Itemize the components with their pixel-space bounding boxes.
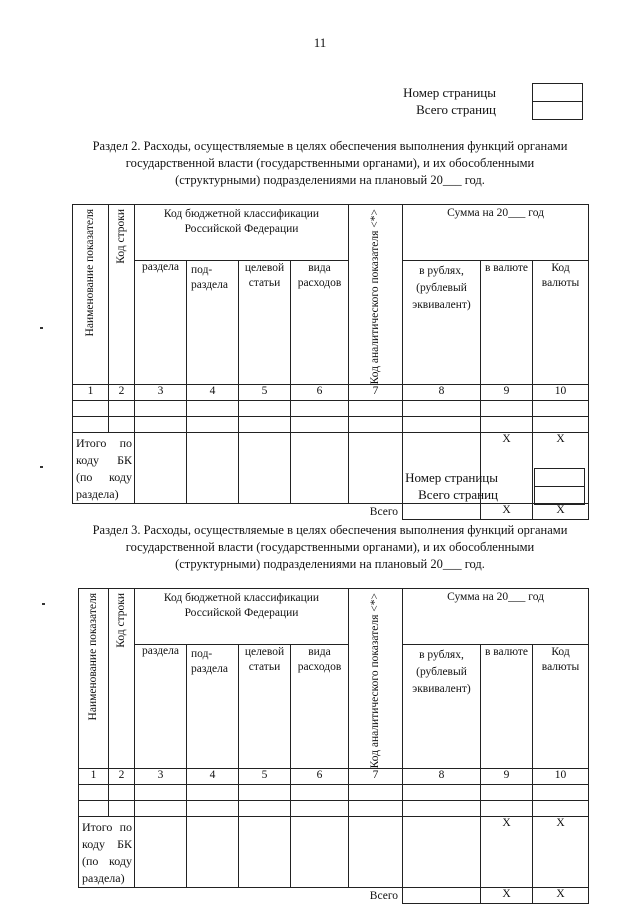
header-currency: в валюте bbox=[481, 261, 533, 385]
scan-speck bbox=[40, 327, 43, 329]
total-pages-field[interactable] bbox=[534, 486, 585, 505]
x-mark: X bbox=[533, 817, 589, 888]
header-razdel: раздела bbox=[135, 261, 187, 385]
x-mark: X bbox=[533, 504, 589, 520]
table-row[interactable] bbox=[79, 801, 589, 817]
vsego-row bbox=[79, 888, 589, 904]
section-3-title: Раздел 3. Расходы, осуществляемые в целях обеспечения выполнения функций органами государственной власти (государственными органами), и их обособленными (структурными) подразделениями на плановый 20___ год. bbox=[92, 523, 568, 571]
header-podrazdel: под-раздела bbox=[187, 261, 239, 385]
header-rub: в рублях, (рублевый эквивалент) bbox=[403, 645, 481, 769]
header-currency-code: Код валюты bbox=[533, 645, 589, 769]
header-bk: Код бюджетной классификации Российской Федерации bbox=[135, 589, 349, 645]
table-row-numbers: 1 2 3 4 5 6 7 8 9 10 bbox=[79, 769, 589, 785]
header-target: целевой статьи bbox=[239, 645, 291, 769]
x-mark: X bbox=[533, 888, 589, 904]
vsego-label: Всего bbox=[369, 890, 398, 903]
itogo-label: Итого по коду БК (по коду раздела) bbox=[79, 817, 135, 888]
page-number-field[interactable] bbox=[534, 468, 585, 487]
vsego-row bbox=[73, 504, 589, 520]
total-pages-label: Всего страниц bbox=[416, 102, 496, 117]
page-number-field[interactable] bbox=[532, 83, 583, 102]
header-row-code: Код строки bbox=[109, 589, 135, 769]
x-mark: X bbox=[481, 817, 533, 888]
header-currency: в валюте bbox=[481, 645, 533, 769]
table-row-numbers: 1 2 3 4 5 6 7 8 9 10 bbox=[73, 385, 589, 401]
table-row[interactable] bbox=[73, 401, 589, 417]
header-name: Наименование показателя bbox=[73, 205, 109, 385]
header-analytic: Код аналитического показателя <*> bbox=[349, 589, 403, 769]
header-sum: Сумма на 20___ год bbox=[403, 205, 589, 261]
table-row[interactable] bbox=[79, 785, 589, 801]
header-podrazdel: под-раздела bbox=[187, 645, 239, 769]
header-name: Наименование показателя bbox=[79, 589, 109, 769]
header-analytic: Код аналитического показателя <*> bbox=[349, 205, 403, 385]
page-number-label: Номер страницы bbox=[403, 85, 496, 100]
header-row-code: Код строки bbox=[109, 205, 135, 385]
x-mark: X bbox=[481, 888, 533, 904]
header-sum: Сумма на 20___ год bbox=[403, 589, 589, 645]
itogo-row bbox=[79, 817, 589, 888]
itogo-label: Итого по коду БК (по коду раздела) bbox=[73, 433, 135, 504]
section-2-title: Раздел 2. Расходы, осуществляемые в целях обеспечения выполнения функций органами государственной власти (государственными органами), и их обособленными (структурными) подразделениями на плановый 20___ год. bbox=[92, 139, 568, 187]
scan-speck bbox=[42, 603, 45, 605]
header-type: вида расходов bbox=[291, 645, 349, 769]
page-number-label: Номер страницы bbox=[405, 470, 498, 485]
x-mark: X bbox=[533, 433, 589, 504]
scan-speck bbox=[40, 466, 43, 468]
header-razdel: раздела bbox=[135, 645, 187, 769]
total-pages-field[interactable] bbox=[532, 101, 583, 120]
page-number: 11 bbox=[313, 35, 327, 50]
header-type: вида расходов bbox=[291, 261, 349, 385]
x-mark: X bbox=[481, 504, 533, 520]
header-target: целевой статьи bbox=[239, 261, 291, 385]
vsego-label: Всего bbox=[369, 506, 398, 519]
total-pages-label: Всего страниц bbox=[418, 487, 498, 502]
header-bk: Код бюджетной классификации Российской Федерации bbox=[135, 205, 349, 261]
section-3-table bbox=[78, 588, 589, 904]
table-row[interactable] bbox=[73, 417, 589, 433]
header-rub: в рублях, (рублевый эквивалент) bbox=[403, 261, 481, 385]
header-currency-code: Код валюты bbox=[533, 261, 589, 385]
x-mark: X bbox=[481, 433, 533, 504]
